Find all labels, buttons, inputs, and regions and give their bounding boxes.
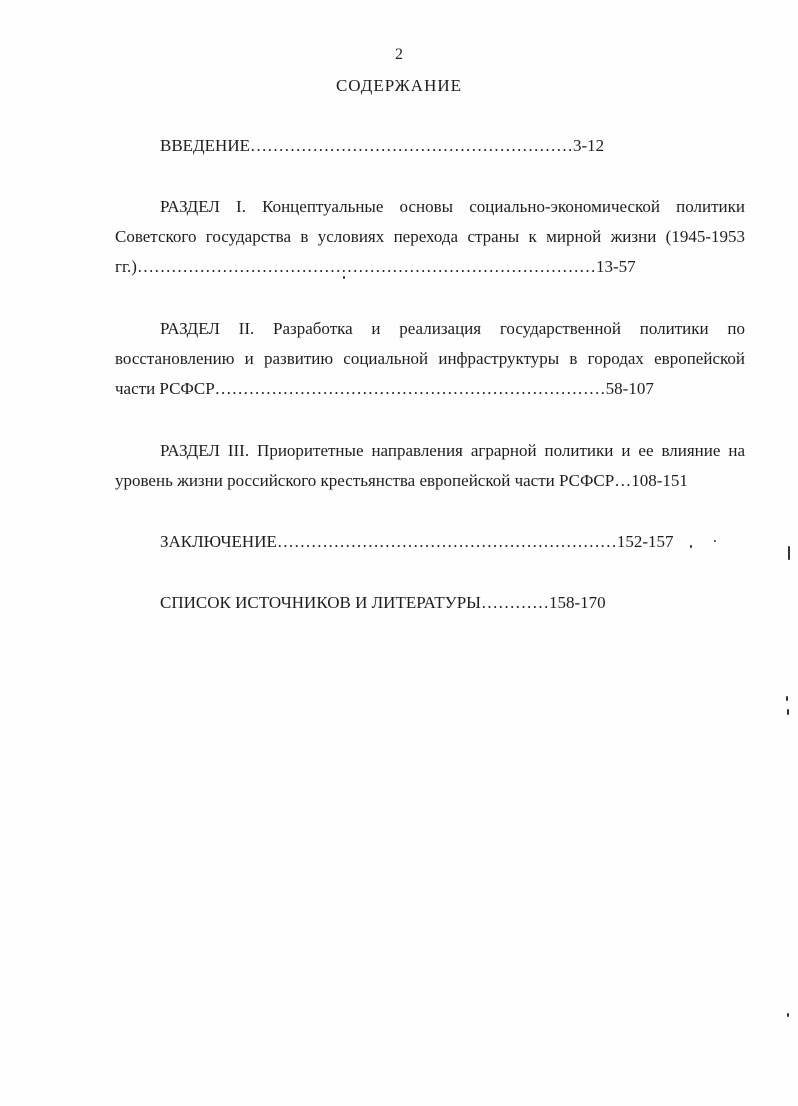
toc-entry-leader: …………………………………………………………… — [214, 379, 606, 398]
page-title: СОДЕРЖАНИЕ — [335, 76, 463, 95]
toc-entry-leader: ………… — [480, 593, 549, 612]
toc-entry-label: РАЗДЕЛ I. Концептуальные основы социально-экономической политики Советского государства в условиях перехода страны к мирной жизни (1945-1953 гг.) — [115, 197, 745, 276]
scan-speck — [343, 276, 345, 279]
toc-entry-label: ЗАКЛЮЧЕНИЕ — [160, 532, 277, 551]
toc-entry-leader: ………………………………………………… — [249, 136, 573, 155]
toc-entry-pages: 108-151 — [631, 471, 688, 490]
toc-entry-sources — [115, 588, 745, 618]
toc-entry-label: ВВЕДЕНИЕ — [160, 136, 250, 155]
scan-speck — [788, 546, 790, 560]
toc-entry-pages: 152-157 — [616, 532, 674, 551]
toc-entry-section-1 — [115, 192, 745, 282]
scan-speck — [690, 545, 692, 548]
page-number: 2 — [395, 46, 403, 63]
toc-entry-section-3 — [115, 436, 745, 496]
scan-speck — [786, 696, 788, 701]
toc-entry-introduction — [115, 131, 745, 161]
toc-entry-conclusion — [115, 527, 745, 557]
table-of-contents — [115, 131, 745, 650]
toc-entry-label: СПИСОК ИСТОЧНИКОВ И ЛИТЕРАТУРЫ — [160, 593, 481, 612]
toc-entry-label: РАЗДЕЛ III. Приоритетные направления аграрной политики и ее влияние на уровень жизни российского крестьянства европейской части РСФСР — [115, 441, 745, 490]
toc-entry-pages: 3-12 — [572, 136, 605, 155]
toc-entry-pages: 58-107 — [605, 379, 654, 398]
toc-entry-pages: 158-170 — [548, 593, 606, 612]
toc-entry-label: РАЗДЕЛ II. Разработка и реализация государственной политики по восстановлению и развитию социальной инфраструктуры в городах европейской части РСФСР — [115, 319, 745, 398]
toc-entry-section-2 — [115, 314, 745, 404]
toc-entry-leader: …………………………………………………… — [276, 532, 617, 551]
scan-speck — [787, 709, 789, 715]
scan-speck — [787, 1013, 789, 1017]
toc-entry-pages: 13-57 — [595, 257, 636, 276]
toc-entry-leader: ……………………………………………………………………… — [136, 257, 596, 276]
toc-entry-leader: … — [614, 471, 632, 490]
scan-speck — [714, 540, 716, 542]
